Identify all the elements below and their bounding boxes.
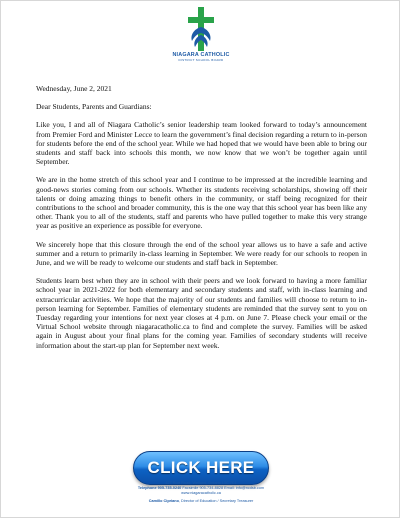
- letter-date: Wednesday, June 2, 2021: [36, 84, 112, 93]
- click-here-button[interactable]: [133, 451, 269, 485]
- signer-name: Camillo Cipriano: [148, 499, 179, 503]
- org-name: NIAGARA CATHOLIC: [172, 52, 230, 58]
- letter-paragraph-2: We are in the home stretch of this school year and I continue to be impressed at the incredible learning and good-news stories coming from our schools. Whether its students receiving scholarships, showing off their talents or doing amazing things to benefit others in the community, or staff being recognized for their contributions to the school and broader community, this is the one way that this school year has been like any other. Thank you to all of the students, staff and parents who have pulled together to make this very strange year as positive an experience as possible for everyone.: [36, 175, 367, 231]
- letter-salutation: Dear Students, Parents and Guardians:: [36, 102, 152, 112]
- org-subtitle: DISTRICT SCHOOL BOARD: [178, 58, 224, 62]
- letter-footer: [1, 481, 400, 504]
- footer-phone: Telephone 905-735-0240: [137, 486, 182, 490]
- letter-body: [36, 84, 367, 359]
- footer-signature: [1, 499, 400, 504]
- signer-title: , Director of Education / Secretary Treasurer: [178, 499, 254, 503]
- board-logo: [168, 7, 234, 62]
- footer-website[interactable]: www.niagaracatholic.ca: [181, 491, 221, 495]
- letter-paragraph-1: Like you, I and all of Niagara Catholic’s senior leadership team looked forward to today’s announcement from Premier Ford and Minister Lecce to learn the government’s final decision regarding a return to in-person for students before the end of the school year. While we had hoped that we would have been able to bring our students and staff back into schools this month, we now know that we won’t be together again until September.: [36, 120, 367, 167]
- letter-paragraph-3: We sincerely hope that this closure through the end of the school year allows us to have a safe and active summer and a return to primarily in-class learning in September. We were ready for our schools to reopen in June, and we will be ready to welcome our students and staff back in September.: [36, 239, 367, 268]
- footer-fax-email: Facsimile 905-734-8828 Email: info@ncdsb.com: [182, 486, 265, 490]
- letter-paragraph-4: Students learn best when they are in school with their peers and we look forward to having a more familiar school year in 2021-2022 for both elementary and secondary students and staff, with in-class learning and extracurricular activities. We hope that the majority of our students and families will choose to return to in-person learning for September. Families of elementary students are reminded that the survey sent to you on Tuesday regarding your intentions for next year closes at 4 p.m. on June 7. Please check your email or the Virtual School website through niagaracatholic.ca to find and complete the survey. Families will be asked again in August about your final plans for the coming year. Families of secondary students will receive information about the start-up plan for September next week.: [36, 276, 367, 350]
- footer-address: 427 Rice Road, Welland, Ontario L3C 7C1: [165, 481, 237, 485]
- click-here-label: CLICK HERE: [147, 458, 255, 477]
- cross-logo-icon: [184, 7, 218, 51]
